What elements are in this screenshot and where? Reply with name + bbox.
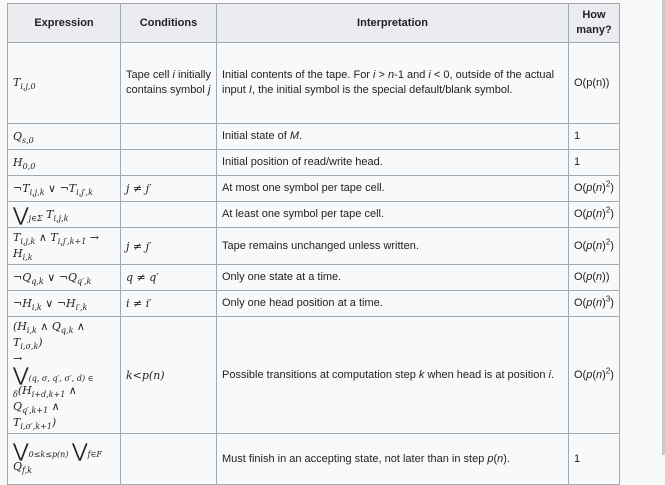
reduction-table: [7, 3, 620, 485]
how-many-cell: O(p(n)): [569, 43, 620, 124]
interpretation-cell: Possible transitions at computation step k when head is at position i.: [217, 317, 569, 434]
table-row: [8, 124, 620, 150]
header-interpretation[interactable]: Interpretation: [217, 4, 569, 43]
interpretation-cell: Initial contents of the tape. For i > n-1 and i < 0, outside of the actual input I, the initial symbol is the special default/blank symbol.: [217, 43, 569, 124]
how-many-cell: 1: [569, 434, 620, 485]
header-expression[interactable]: Expression: [8, 4, 121, 43]
expr-formula: $⋁_{j\in\Sigma}$ $T_{i,j,k}$: [13, 203, 69, 226]
table-row: [8, 202, 620, 228]
conditions-cell: j ≠ j′: [121, 228, 217, 265]
expr-cell: [8, 202, 121, 228]
conditions-cell: i ≠ i′: [121, 291, 217, 317]
table-row: [8, 265, 620, 291]
expr-formula: $T_{i,j,k}$ ∧ $T_{i,j',k+1} \to H_{i,k}$: [13, 231, 100, 263]
expr-formula: ($H_{i,k}$ ∧ $Q_{q,k}$ ∧ $T_{i,\sigma,k}$) → $⋁_{(q, \sigma, q', \sigma', d) \in}$ $_\delta(H_{i+d,k+1}$ ∧ $Q_{q',k+1}$ ∧ $T_{i,\sigma',k+1}$): [13, 320, 94, 432]
expr-formula: $\neg Q_{q,k}$ ∨ $\neg Q_{q',k}$: [13, 270, 92, 286]
expr-cell: [8, 265, 121, 291]
header-row: [8, 4, 620, 43]
how-many-cell: $O(p(n)^2)$: [569, 202, 620, 228]
expr-formula: $\neg H_{i,k}$ ∨ $\neg H_{i',k}$: [13, 296, 88, 312]
header-how-many-line2: many?: [576, 24, 612, 36]
expr-cell: [8, 291, 121, 317]
table-row: [8, 228, 620, 265]
expr-cell: [8, 124, 121, 150]
table-row: [8, 43, 620, 124]
table-row: [8, 317, 620, 434]
expr-cell: [8, 317, 121, 434]
table-row: [8, 176, 620, 202]
how-many-cell: $O(p(n)^2)$: [569, 317, 620, 434]
conditions-cell: q ≠ q′: [121, 265, 217, 291]
how-many-cell: $O(p(n)^2)$: [569, 228, 620, 265]
interpretation-cell: Only one state at a time.: [217, 265, 569, 291]
interpretation-cell: Only one head position at a time.: [217, 291, 569, 317]
how-many-cell: 1: [569, 124, 620, 150]
expr-cell: [8, 150, 121, 176]
interpretation-cell: At least one symbol per tape cell.: [217, 202, 569, 228]
conditions-cell: [121, 434, 217, 485]
expr-formula: $\neg T_{i,j,k}$ ∨ $\neg T_{i,j',k}$: [13, 181, 93, 197]
table-row: [8, 150, 620, 176]
conditions-cell: [121, 150, 217, 176]
interpretation-cell: Initial state of M.: [217, 124, 569, 150]
conditions-cell: [121, 124, 217, 150]
how-many-cell: O(p(n)): [569, 265, 620, 291]
expr-formula: $Q_{s,0}$: [13, 129, 34, 145]
expr-cell: [8, 228, 121, 265]
expr-formula: $⋁_{0\le k\le p(n)}$ $⋁_{f\in F}$ $Q_{f,k}$: [13, 440, 102, 476]
interpretation-cell: Initial position of read/write head.: [217, 150, 569, 176]
conditions-cell: Tape cell i initially contains symbol j: [121, 43, 217, 124]
how-many-cell: $O(p(n)^2)$: [569, 176, 620, 202]
expr-cell: [8, 176, 121, 202]
conditions-cell: j ≠ j′: [121, 176, 217, 202]
conditions-cell: [121, 202, 217, 228]
expr-formula: $H_{0,0}$: [13, 155, 36, 171]
table-row: [8, 434, 620, 485]
table-row: [8, 291, 620, 317]
interpretation-cell: Must finish in an accepting state, not later than in step p(n).: [217, 434, 569, 485]
expr-cell: [8, 434, 121, 485]
header-how-many-line1: How: [582, 9, 606, 21]
conditions-cell: k<p(n): [121, 317, 217, 434]
interpretation-cell: Tape remains unchanged unless written.: [217, 228, 569, 265]
expr-formula: $T_{i,j,0}$: [13, 76, 36, 92]
header-conditions[interactable]: Conditions: [121, 4, 217, 43]
interpretation-cell: At most one symbol per tape cell.: [217, 176, 569, 202]
expr-cell: [8, 43, 121, 124]
how-many-cell: 1: [569, 150, 620, 176]
header-how-many[interactable]: [569, 4, 620, 43]
how-many-cell: $O(p(n)^3)$: [569, 291, 620, 317]
